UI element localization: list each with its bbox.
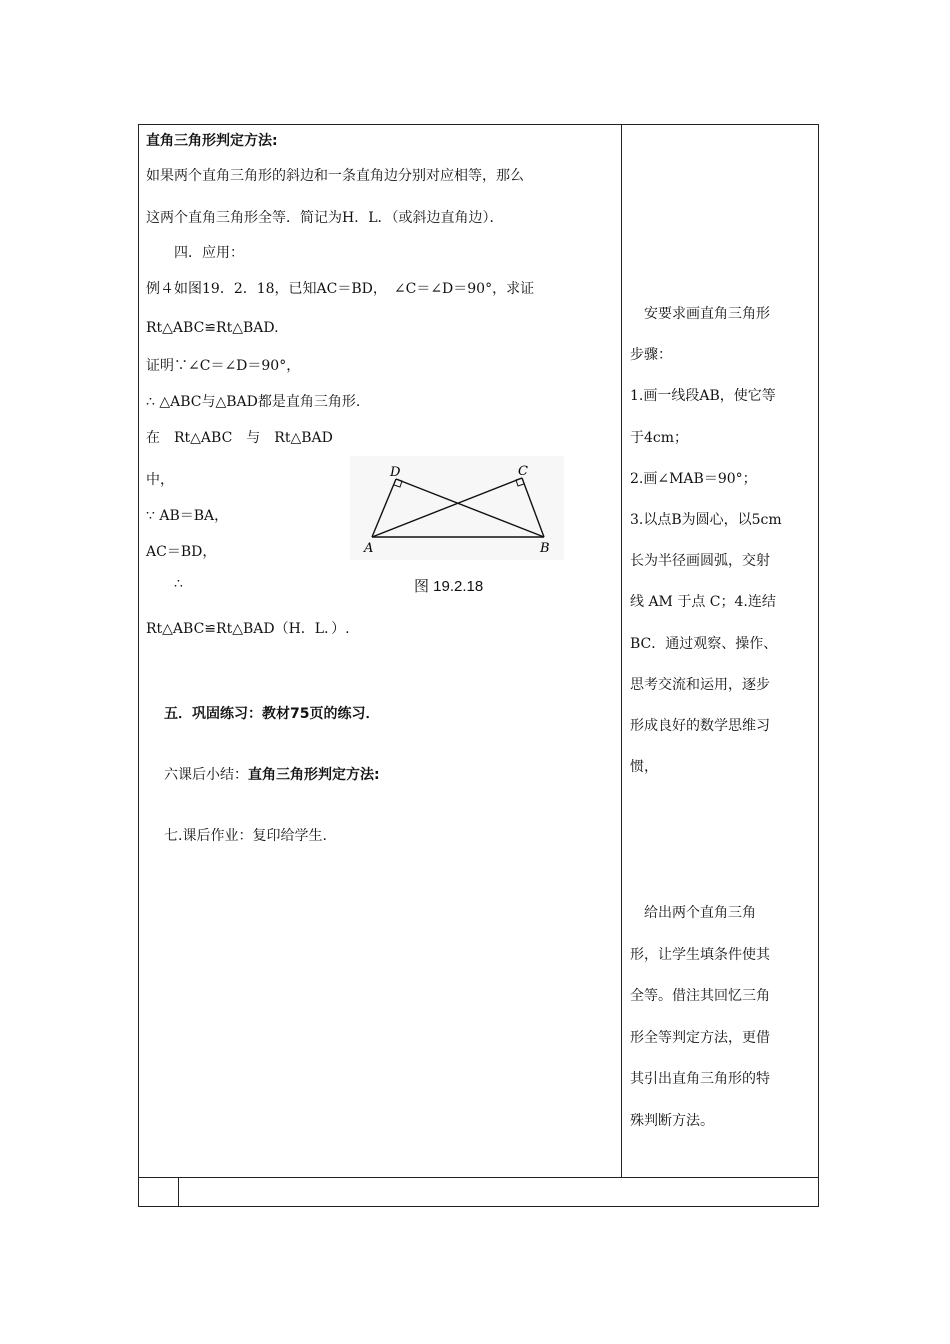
example-4-line-2: Rt△ABC≌Rt△BAD.	[146, 320, 279, 336]
method-heading: 直角三角形判定方法:	[146, 133, 278, 149]
proof-line-1: 证明∵∠C＝∠D＝90°，	[146, 358, 301, 374]
teaching-notes-1-line: 安要求画直角三角形	[630, 306, 770, 322]
teaching-notes-1-line: 长为半径画圆弧，交射	[630, 553, 770, 570]
table-bottom-border	[138, 1206, 819, 1207]
example-4-line-1: 例４如图19．2．18，已知AC＝BD， ∠C＝∠D＝90°，求证	[146, 281, 535, 297]
geometry-figure	[350, 456, 564, 560]
vertex-label-c: C	[518, 464, 528, 479]
proof-conclusion: Rt△ABC≌Rt△BAD（H．L．）.	[146, 621, 350, 637]
section-summary	[164, 764, 380, 784]
teaching-notes-2-line: 形，让学生填条件使其	[630, 946, 770, 963]
table-right-border	[818, 124, 819, 1207]
table-left-border	[138, 124, 139, 1207]
proof-line-4: 中，	[146, 472, 174, 488]
table-footer-divider	[178, 1177, 179, 1207]
teaching-notes-1-line: 2.画∠MAB＝90°；	[630, 470, 757, 487]
vertex-label-b: B	[540, 541, 550, 556]
teaching-notes-1-line: 思考交流和运用，逐步	[630, 676, 770, 693]
teaching-notes-2-line: 殊判断方法。	[630, 1112, 714, 1129]
teaching-notes-1-line: 于4cm；	[630, 429, 689, 446]
figure-background	[350, 456, 564, 560]
summary-prefix: 六课后小结：	[164, 767, 248, 783]
section-application: 四．应用：	[174, 245, 244, 261]
proof-line-5: ∵ AB＝BA，	[146, 508, 229, 524]
teaching-notes-1-line: 形成良好的数学思维习	[630, 718, 770, 734]
teaching-notes-1-line: 线 AM 于点 C；4.连结	[630, 594, 776, 611]
teaching-notes-1-line: 惯，	[630, 759, 658, 776]
teaching-notes-2-line: 其引出直角三角形的特	[630, 1071, 770, 1087]
proof-line-3: 在 Rt△ABC 与 Rt△BAD	[146, 430, 333, 446]
method-text-line-1: 如果两个直角三角形的斜边和一条直角边分别对应相等，那么	[146, 168, 524, 184]
proof-line-7: ∴	[174, 576, 183, 592]
table-top-border	[138, 124, 819, 125]
teaching-notes-1-line: 1.画一线段AB，使它等	[630, 388, 776, 405]
teaching-notes-1-line: BC．通过观察、操作、	[630, 635, 778, 652]
teaching-notes-1-line: 3.以点B为圆心，以5cm	[630, 512, 782, 528]
summary-topic: 直角三角形判定方法:	[248, 767, 380, 783]
teaching-notes-2-line: 给出两个直角三角	[630, 905, 756, 921]
section-practice: 五．巩固练习：教材75页的练习．	[164, 706, 380, 722]
section-homework: 七.课后作业：复印给学生.	[164, 828, 327, 844]
figure-caption: 图 19.2.18	[414, 578, 484, 595]
teaching-notes-2-line: 全等。借注其回忆三角	[630, 988, 770, 1004]
table-row-divider	[138, 1177, 819, 1178]
vertex-label-a: A	[364, 541, 374, 556]
teaching-notes-1-line: 步骤：	[630, 347, 672, 364]
method-text-line-2: 这两个直角三角形全等．简记为H．L．（或斜边直角边）．	[146, 210, 504, 226]
vertex-label-d: D	[390, 465, 401, 480]
proof-line-6: AC＝BD，	[146, 544, 217, 560]
table-column-divider	[621, 124, 622, 1178]
teaching-notes-2-line: 形全等判定方法，更借	[630, 1029, 770, 1046]
proof-line-2: ∴ △ABC与△BAD都是直角三角形.	[146, 394, 361, 410]
